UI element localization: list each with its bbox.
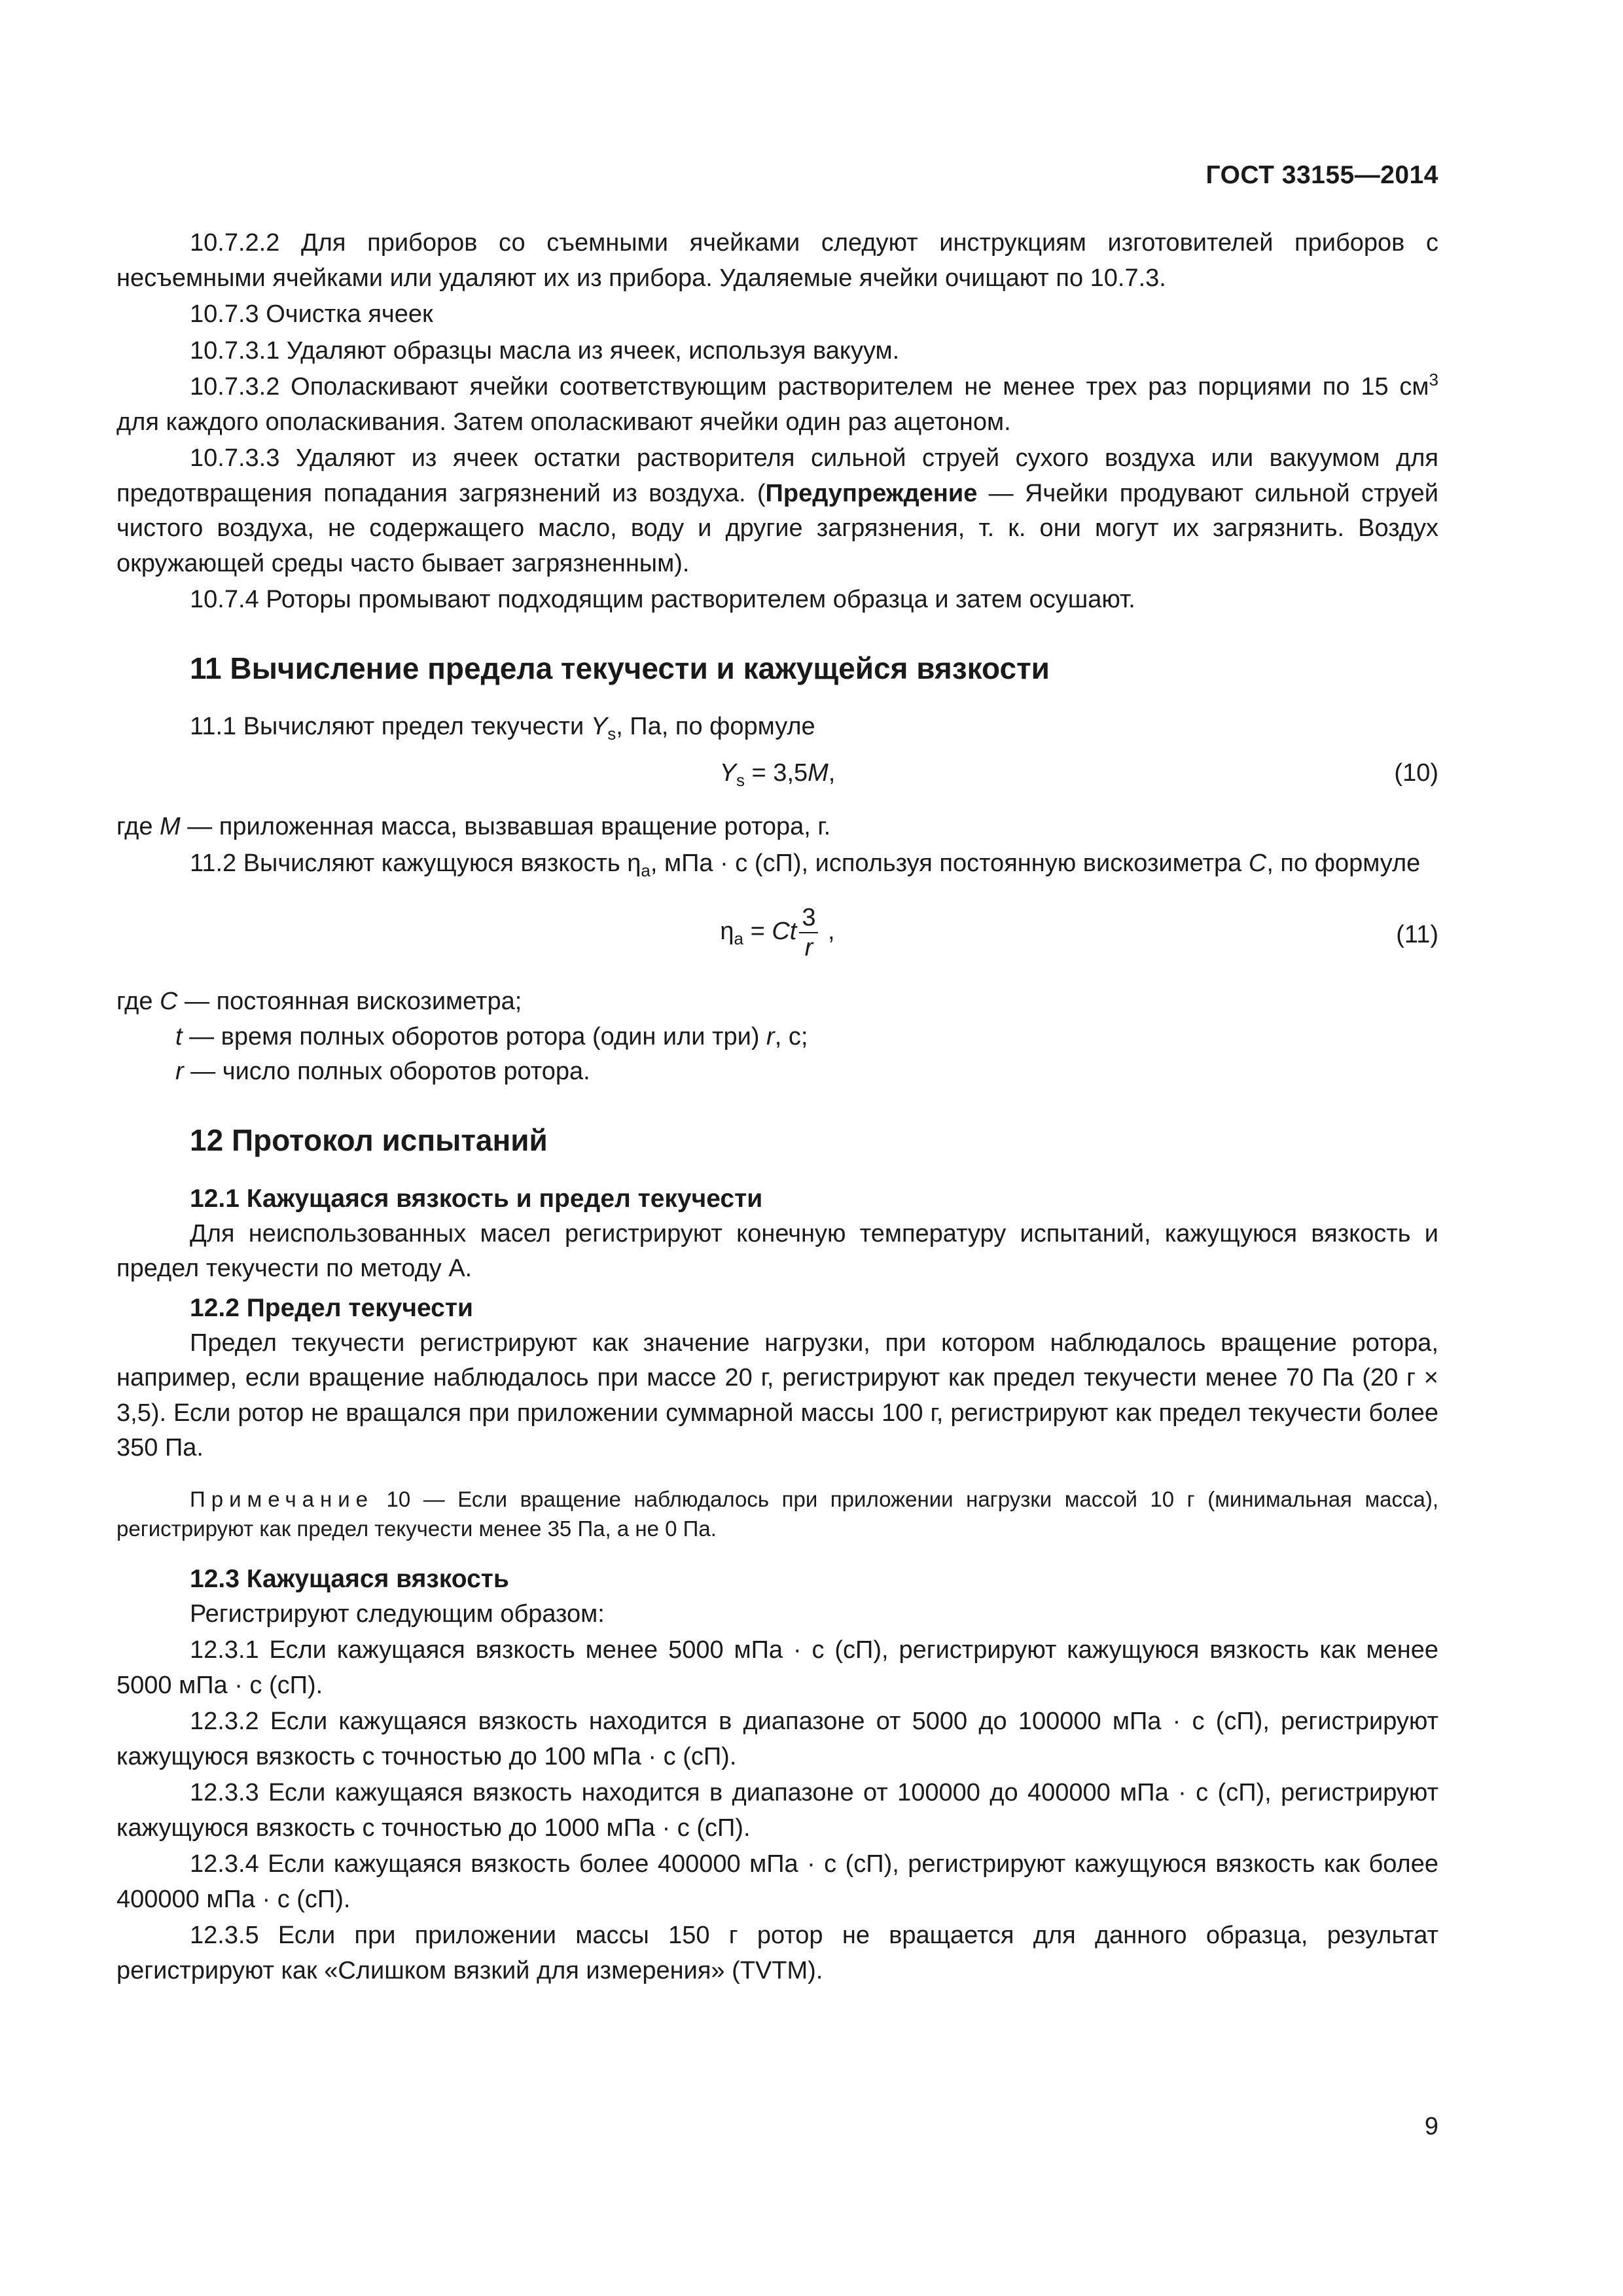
formula-11 — [116, 899, 1438, 973]
fraction — [799, 903, 818, 962]
text-fragment: 10.7.3.2 Ополаскивают ячейки соответствующим растворителем не менее трех раз порциями по 15 см — [190, 373, 1429, 401]
section-12-heading: 12 Протокол испытаний — [190, 1122, 548, 1157]
subscript: a — [641, 860, 651, 880]
text-fragment: 11.2 Вычисляют кажущуюся вязкость η — [190, 849, 641, 877]
paragraph-11-1 — [116, 709, 1438, 745]
eta-symbol: η — [720, 918, 734, 946]
text-fragment: = 3,5 — [745, 759, 808, 787]
text-fragment: 11.1 Вычисляют предел текучести — [190, 712, 591, 740]
text-fragment: — время полных оборотов ротора (один или три) — [182, 1022, 767, 1050]
paragraph-12-3-2: 12.3.2 Если кажущаяся вязкость находится в диапазоне от 5000 до 100000 мПа · с (сП), регистрируют кажущуюся вязкость с точностью до 100 мПа · с (сП). — [116, 1708, 1438, 1770]
text-fragment: = — [743, 918, 772, 946]
formula-11-number: (11) — [1396, 921, 1438, 948]
paragraph-10-7-3-1: 10.7.3.1 Удаляют образцы масла из ячеек, используя вакуум. — [190, 336, 900, 365]
where-11-item — [116, 1020, 1438, 1055]
text-fragment: , мПа · с (сП), используя постоянную вискозиметра — [650, 849, 1249, 877]
subsection-12-2-heading: 12.2 Предел текучести — [190, 1293, 473, 1322]
where-11-item — [116, 1054, 1438, 1090]
subscript: a — [734, 929, 744, 949]
variable: Y — [719, 759, 736, 787]
text-fragment: 10.7.3.3 Удаляют из ячеек остатки растворителя сильной струей сухого воздуха или вакуумом для предотвращения попадания загрязнений из воздуха. ( — [116, 444, 1438, 507]
paragraph-12-2: Предел текучести регистрируют как значение нагрузки, при котором наблюдалось вращение ротора, например, если вращение наблюдалось при массе 20 г, регистрируют как предел текучести менее 70 Па (20 г × 3,5). Если ротор не вращался при приложении суммарной массы 100 г, регистрируют как предел текучести более 350 Па. — [116, 1329, 1438, 1462]
page-content — [116, 226, 1438, 1988]
variable: r — [766, 1022, 775, 1050]
fraction-denominator: r — [804, 934, 813, 961]
text-fragment: — постоянная вискозиметра; — [177, 988, 522, 1015]
paragraph-12-3-3: 12.3.3 Если кажущаяся вязкость находится в диапазоне от 100000 до 400000 мПа · с (сП), регистрируют кажущуюся вязкость с точностью до 1000 мПа · с (сП). — [116, 1779, 1438, 1842]
subsection-12-3-heading: 12.3 Кажущаяся вязкость — [190, 1564, 509, 1593]
note-label: Примечание — [190, 1486, 374, 1511]
where-10 — [116, 810, 1438, 845]
paragraph-12-3-1: 12.3.1 Если кажущаяся вязкость менее 5000 мПа · с (сП), регистрируют кажущуюся вязкость как менее 5000 мПа · с (сП). — [116, 1636, 1438, 1699]
text-fragment: для каждого ополаскивания. Затем ополаскивают ячейки один раз ацетоном. — [116, 408, 1011, 436]
paragraph-10-7-2-2: 10.7.2.2 Для приборов со съемными ячейками следуют инструкциям изготовителей приборов с несъемными ячейками или удаляют их из прибора. Удаляемые ячейки очищают по 10.7.3. — [116, 229, 1438, 292]
subscript: s — [607, 723, 616, 744]
formula-10-expression — [116, 756, 1438, 791]
variable: r — [175, 1058, 184, 1085]
superscript: 3 — [1429, 370, 1438, 389]
text-fragment: , с; — [774, 1022, 808, 1050]
text-fragment: , по формуле — [1266, 849, 1421, 877]
text-fragment: — число полных оборотов ротора. — [183, 1058, 590, 1085]
note-text: 10 — Если вращение наблюдалось при приложении нагрузки массой 10 г (минимальная масса), регистрируют как предел текучести менее 35 Па, а не 0 Па. — [116, 1486, 1438, 1541]
paragraph-11-2 — [116, 846, 1438, 882]
text-fragment: где — [116, 813, 160, 840]
formula-10-number: (10) — [1394, 759, 1438, 787]
text-fragment: где — [116, 988, 160, 1015]
subsection-12-1-heading: 12.1 Кажущаяся вязкость и предел текучести — [190, 1184, 763, 1213]
text-fragment: , — [821, 918, 835, 946]
fraction-numerator: 3 — [799, 903, 818, 933]
paragraph-10-7-3-3 — [116, 441, 1438, 581]
document-page — [116, 0, 1438, 2296]
page-number: 9 — [1424, 2113, 1438, 2140]
paragraph-12-1: Для неиспользованных масел регистрируют конечную температуру испытаний, кажущуюся вязкость и предел текучести по методу А. — [116, 1219, 1438, 1282]
text-fragment: — приложенная масса, вызвавшая вращение ротора, г. — [180, 813, 831, 840]
formula-11-expression — [116, 903, 1438, 962]
warning-label: Предупреждение — [765, 479, 978, 507]
text-fragment: , — [828, 759, 836, 787]
paragraph-12-3-intro: Регистрируют следующим образом: — [190, 1600, 605, 1628]
paragraph-10-7-4: 10.7.4 Роторы промывают подходящим растворителем образца и затем осушают. — [190, 586, 1135, 613]
variable: M — [808, 759, 829, 787]
variable: Ct — [772, 918, 797, 946]
note-10 — [116, 1484, 1438, 1543]
where-11-item — [116, 984, 1438, 1020]
variable: t — [175, 1022, 183, 1050]
variable: M — [160, 813, 181, 840]
variable: Y — [590, 712, 608, 740]
paragraph-12-3-5: 12.3.5 Если при приложении массы 150 г ротор не вращается для данного образца, результат регистрируют как «Слишком вязкий для измерения» (TVTM). — [116, 1922, 1438, 1984]
text-fragment: — Ячейки продувают сильной струей чистого воздуха, не содержащего масло, воду и другие загрязнения, т. к. они могут их загрязнить. Воздух окружающей среды часто бывает загрязненным). — [116, 479, 1438, 577]
document-header: ГОСТ 33155—2014 — [1205, 161, 1438, 189]
paragraph-10-7-3: 10.7.3 Очистка ячеек — [190, 300, 433, 328]
text-fragment: , Па, по формуле — [616, 712, 815, 740]
paragraph-12-3-4: 12.3.4 Если кажущаяся вязкость более 400000 мПа · с (сП), регистрируют кажущуюся вязкость как более 400000 мПа · с (сП). — [116, 1850, 1438, 1913]
variable: C — [1248, 849, 1267, 877]
subscript: s — [736, 770, 745, 790]
variable: C — [160, 988, 178, 1015]
formula-10 — [116, 756, 1438, 802]
section-11-heading: 11 Вычисление предела текучести и кажущейся вязкости — [190, 651, 1050, 685]
paragraph-10-7-3-2 — [116, 370, 1438, 440]
